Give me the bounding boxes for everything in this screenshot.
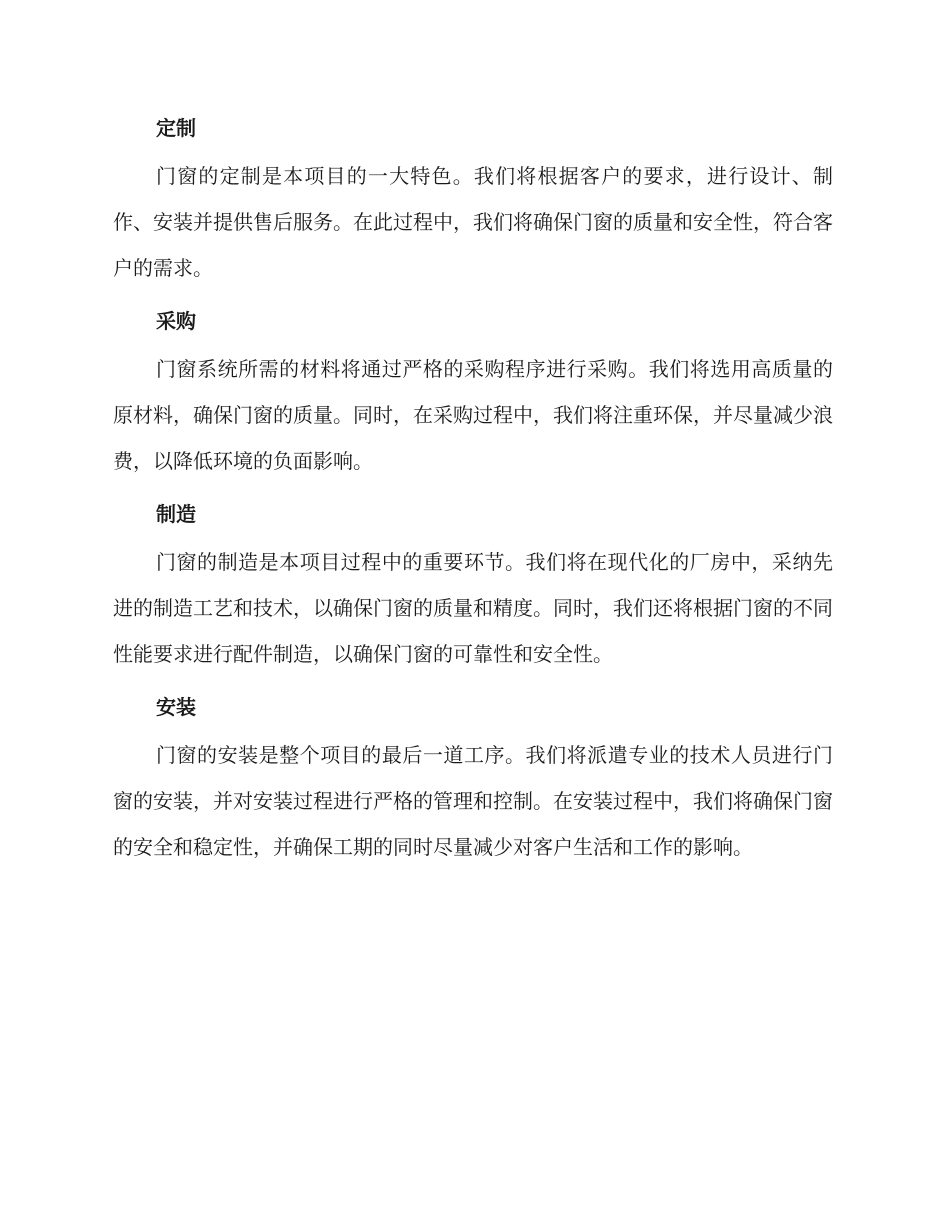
section-heading: 制造	[156, 502, 196, 526]
section-installation	[113, 687, 833, 870]
section-heading: 安装	[156, 695, 196, 719]
section-customization	[113, 108, 833, 291]
document-body	[113, 108, 833, 870]
section-heading: 定制	[156, 116, 196, 140]
section-manufacturing	[113, 494, 833, 677]
section-paragraph: 门窗的安装是整个项目的最后一道工序。我们将派遣专业的技术人员进行门窗的安装，并对安装过程进行严格的管理和控制。在安装过程中，我们将确保门窗的安全和稳定性，并确保工期的同时尽量减少对客户生活和工作的影响。	[113, 743, 833, 859]
section-procurement	[113, 301, 833, 484]
section-paragraph: 门窗的定制是本项目的一大特色。我们将根据客户的要求，进行设计、制作、安装并提供售后服务。在此过程中，我们将确保门窗的质量和安全性，符合客户的需求。	[113, 164, 833, 280]
section-heading: 采购	[156, 309, 196, 333]
section-paragraph: 门窗的制造是本项目过程中的重要环节。我们将在现代化的厂房中，采纳先进的制造工艺和技术，以确保门窗的质量和精度。同时，我们还将根据门窗的不同性能要求进行配件制造，以确保门窗的可靠性和安全性。	[113, 550, 833, 666]
section-paragraph: 门窗系统所需的材料将通过严格的采购程序进行采购。我们将选用高质量的原材料，确保门窗的质量。同时，在采购过程中，我们将注重环保，并尽量减少浪费，以降低环境的负面影响。	[113, 357, 833, 473]
